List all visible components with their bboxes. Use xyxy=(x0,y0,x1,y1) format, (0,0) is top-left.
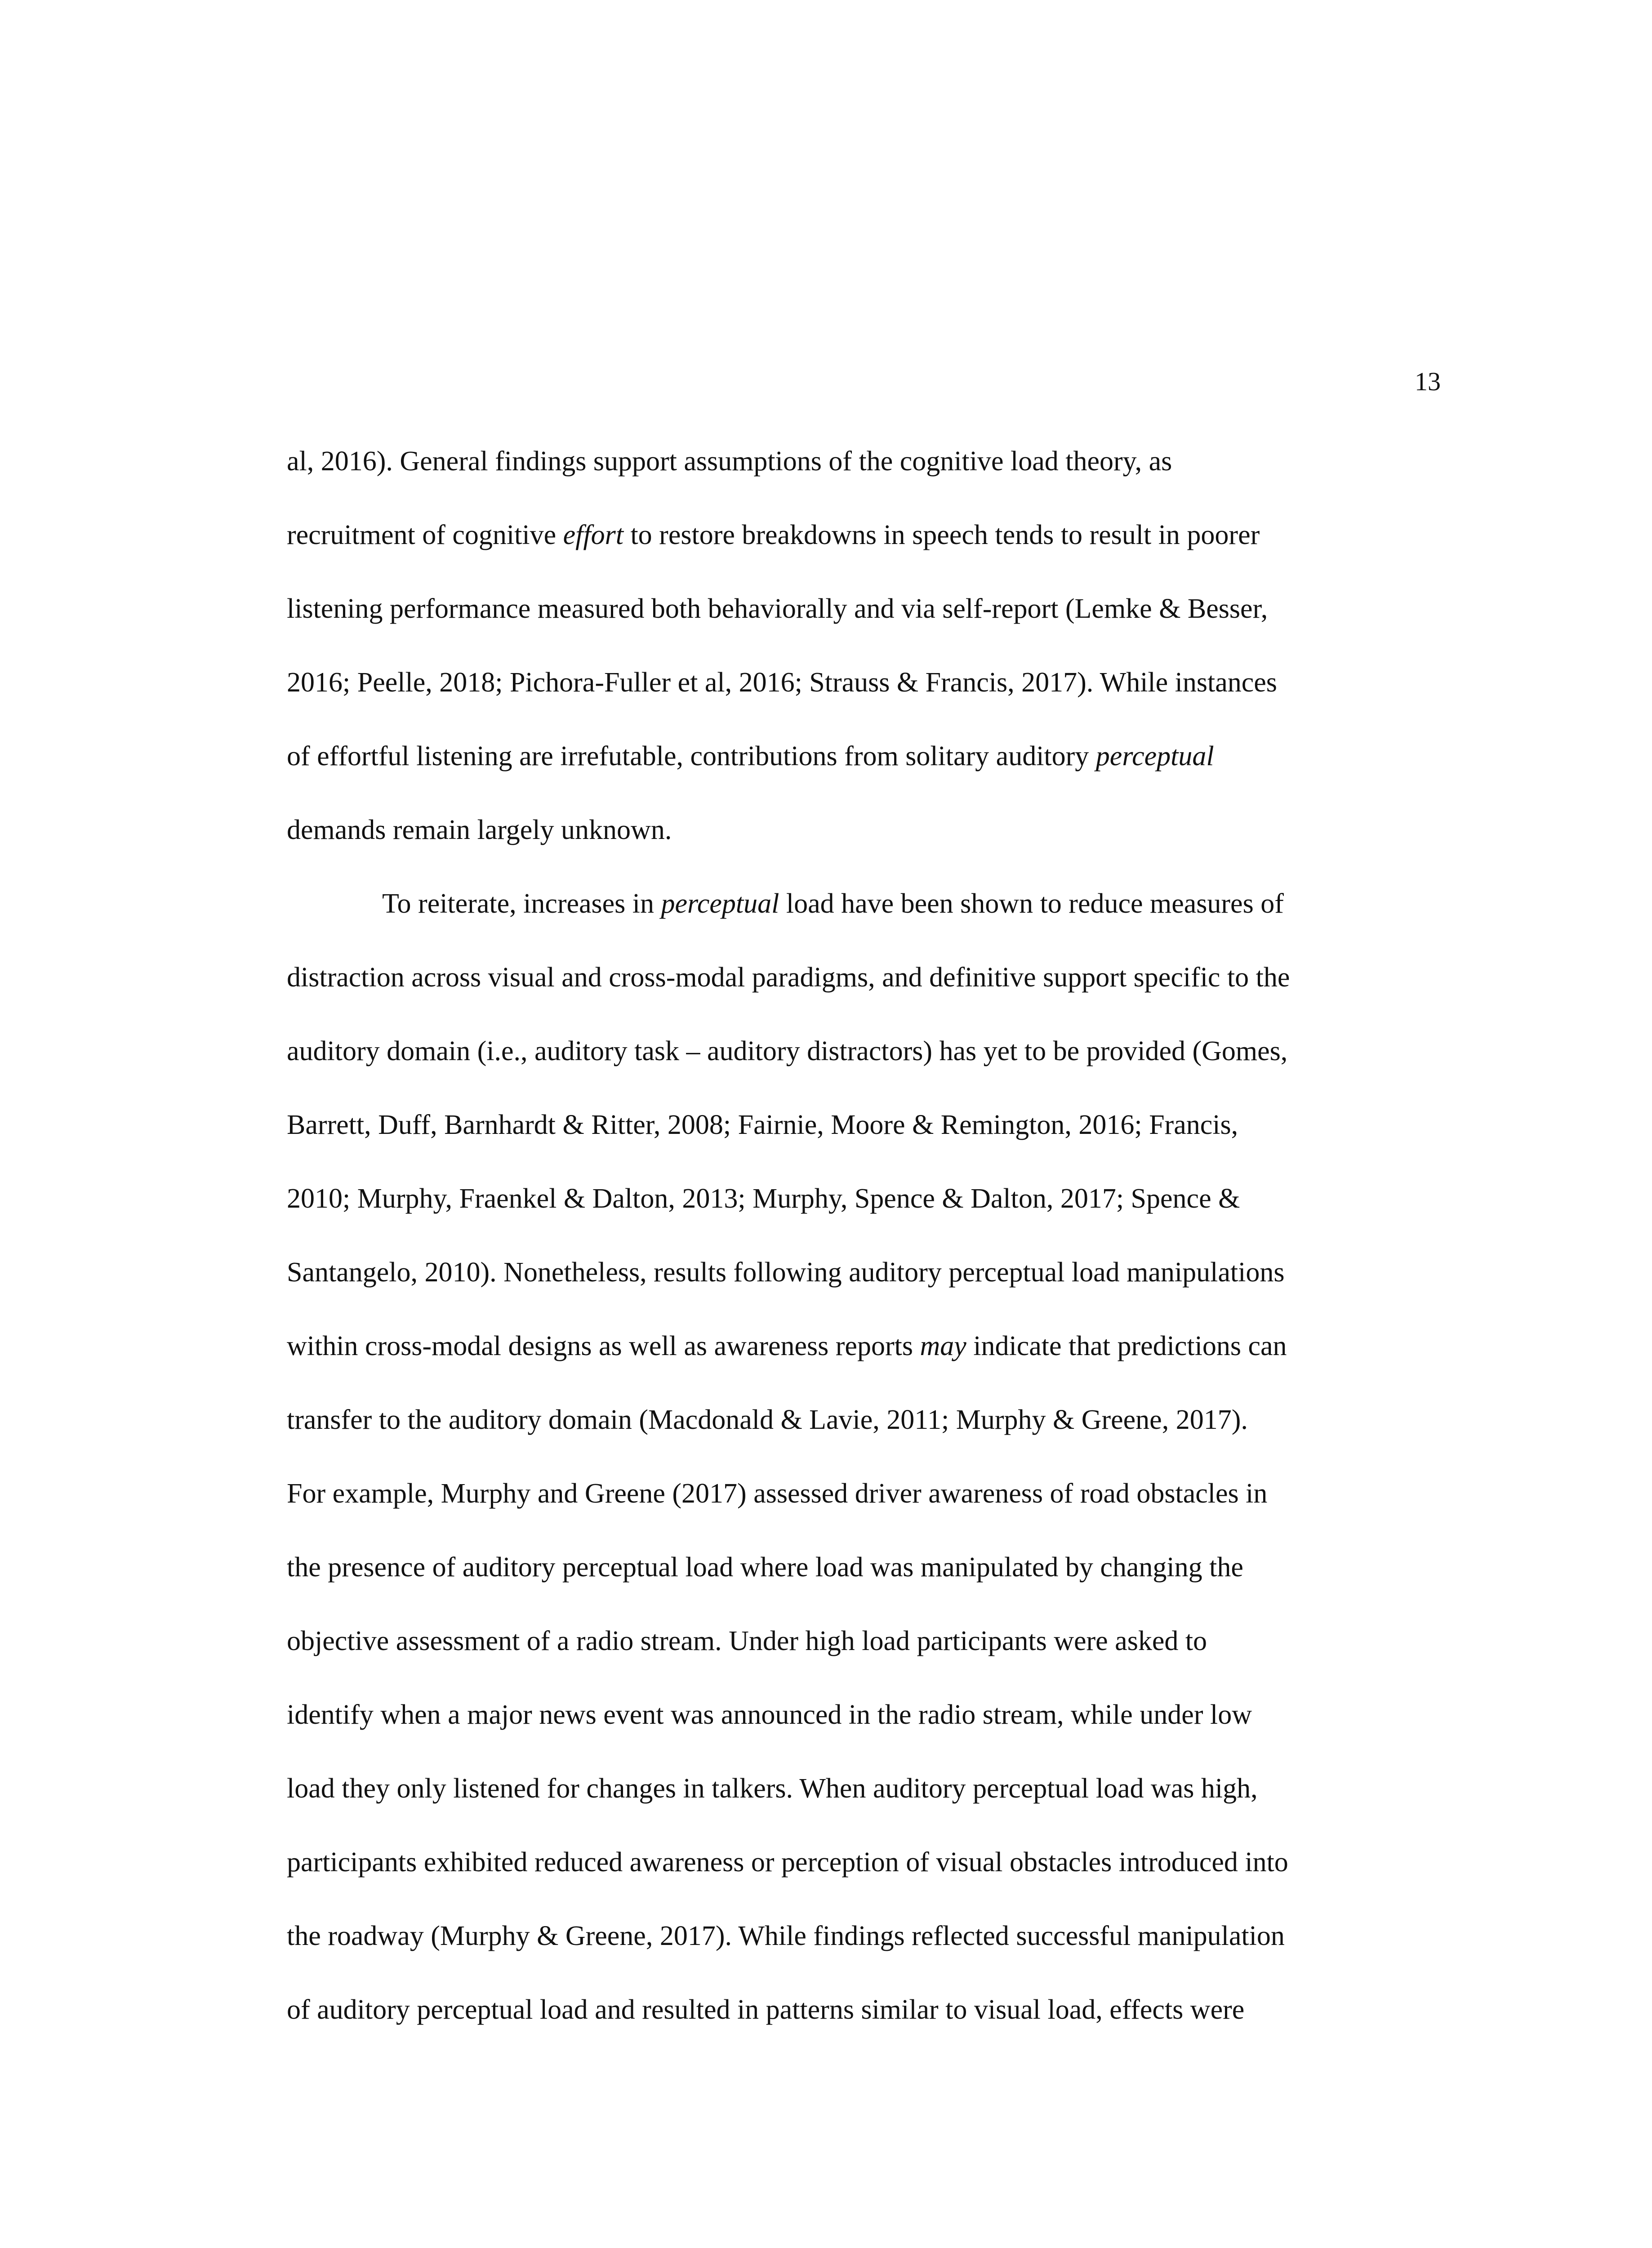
text-line: the roadway (Murphy & Greene, 2017). While findings reflected successful manipulation xyxy=(287,1921,1285,1951)
text-line: 2010; Murphy, Fraenkel & Dalton, 2013; Murphy, Spence & Dalton, 2017; Spence & xyxy=(287,1183,1240,1214)
text-line: To reiterate, increases in perceptual load have been shown to reduce measures of xyxy=(382,888,1284,919)
text-line: objective assessment of a radio stream. Under high load participants were asked to xyxy=(287,1626,1207,1656)
text-line: distraction across visual and cross-modal paradigms, and definitive support specific to the xyxy=(287,962,1290,993)
text-line: within cross-modal designs as well as awareness reports may indicate that predictions can xyxy=(287,1331,1287,1361)
text-line: auditory domain (i.e., auditory task – auditory distractors) has yet to be provided (Gomes, xyxy=(287,1036,1288,1066)
text-line: of auditory perceptual load and resulted in patterns similar to visual load, effects were xyxy=(287,1994,1245,2025)
page-number: 13 xyxy=(1415,367,1441,396)
text-line: participants exhibited reduced awareness or perception of visual obstacles introduced into xyxy=(287,1847,1288,1878)
text-line: identify when a major news event was announced in the radio stream, while under low xyxy=(287,1699,1252,1730)
text-line: al, 2016). General findings support assumptions of the cognitive load theory, as xyxy=(287,446,1172,477)
text-line: of effortful listening are irrefutable, contributions from solitary auditory perceptual xyxy=(287,741,1214,772)
text-line: the presence of auditory perceptual load where load was manipulated by changing the xyxy=(287,1552,1243,1583)
text-line: demands remain largely unknown. xyxy=(287,815,672,845)
text-line: load they only listened for changes in talkers. When auditory perceptual load was high, xyxy=(287,1773,1258,1804)
text-line: Barrett, Duff, Barnhardt & Ritter, 2008; Fairnie, Moore & Remington, 2016; Francis, xyxy=(287,1110,1238,1140)
text-line: transfer to the auditory domain (Macdonald & Lavie, 2011; Murphy & Greene, 2017). xyxy=(287,1405,1248,1435)
text-line: listening performance measured both behaviorally and via self-report (Lemke & Besser, xyxy=(287,593,1268,624)
text-line: For example, Murphy and Greene (2017) assessed driver awareness of road obstacles in xyxy=(287,1478,1268,1509)
text-line: recruitment of cognitive effort to restore breakdowns in speech tends to result in poorer xyxy=(287,520,1260,550)
text-line: Santangelo, 2010). Nonetheless, results following auditory perceptual load manipulations xyxy=(287,1257,1285,1288)
text-line: 2016; Peelle, 2018; Pichora-Fuller et al, 2016; Strauss & Francis, 2017). While instances xyxy=(287,667,1277,698)
